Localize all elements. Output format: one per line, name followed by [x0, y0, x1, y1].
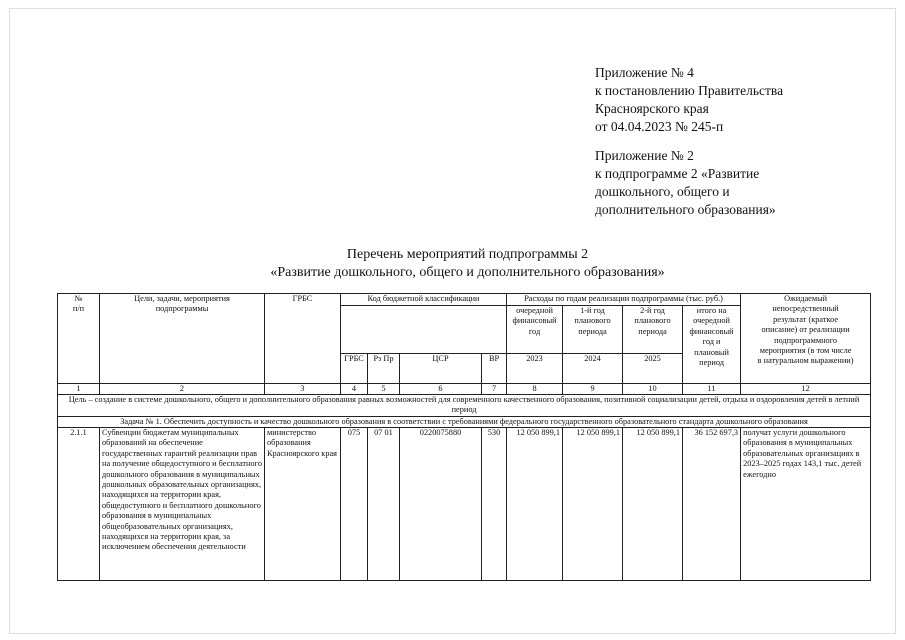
column-number: 3	[265, 384, 341, 395]
column-number: 9	[563, 384, 623, 395]
row-result: получат услуги дошкольного образования в муниципальных образовательных организациях в 2023–2025 годах 143,1 тыс. детей ежегодно	[741, 428, 871, 581]
header-result: Ожидаемый непосредственный результат (краткое описание) от реализации подпрограммного мероприятия (в том числе в натуральном выражении)	[741, 294, 871, 384]
column-number: 5	[368, 384, 400, 395]
row-rzpr: 07 01	[368, 428, 400, 581]
row-2023: 12 050 899,1	[507, 428, 563, 581]
row-grbs-code: 075	[341, 428, 368, 581]
row-description: Субвенции бюджетам муниципальных образований на обеспечение государственных гарантий реализации прав на получение общедоступного и бесплатного дошкольного образования в муниципальных дошкольных образовательных организациях, находящихся на территории края, общедоступного и бесплатного дошкольного образования в муниципальных общеобразовательных организациях, находящихся на территории края, за исключением обеспечения деятельности	[100, 428, 265, 581]
column-number: 7	[482, 384, 507, 395]
document-title-line2: «Развитие дошкольного, общего и дополнительного образования»	[270, 265, 665, 280]
row-csr: 0220075880	[400, 428, 482, 581]
document-title-line1: Перечень мероприятий подпрограммы 2	[346, 247, 589, 262]
column-number: 10	[623, 384, 683, 395]
row-num: 2.1.1	[58, 428, 100, 581]
appendix-2-header	[595, 147, 776, 219]
activities-table	[57, 293, 871, 581]
row-vr: 530	[482, 428, 507, 581]
appendix-4-header	[595, 64, 783, 136]
header-grbs: ГРБС	[265, 294, 341, 384]
column-number: 2	[100, 384, 265, 395]
column-number: 1	[58, 384, 100, 395]
header-code-rzpr: Рз Пр	[368, 354, 400, 384]
column-number: 8	[507, 384, 563, 395]
appendix-4-line3: Красноярского края	[595, 101, 709, 116]
appendix-2-line3: дошкольного, общего и	[595, 184, 730, 199]
column-number: 4	[341, 384, 368, 395]
header-budget-code: Код бюджетной классификации	[341, 294, 507, 306]
header-year-total: итого на очередной финансовый год и плановый период	[683, 306, 741, 384]
table-row	[58, 428, 871, 581]
row-2025: 12 050 899,1	[623, 428, 683, 581]
header-budget-code-blank	[341, 306, 507, 354]
header-year-2: 2-й год планового периода	[623, 306, 683, 354]
appendix-2-line1: Приложение № 2	[595, 148, 694, 163]
header-year-1: 1-й год планового периода	[563, 306, 623, 354]
goal-row: Цель – создание в системе дошкольного, общего и дополнительного образования равных возможностей для современного качественного образования, позитивной социализации детей, отдыха и оздоровления детей в летний период	[58, 395, 871, 417]
header-num: № п/п	[58, 294, 100, 384]
header-code-vr: ВР	[482, 354, 507, 384]
header-expenses: Расходы по годам реализации подпрограммы (тыс. руб.)	[507, 294, 741, 306]
appendix-4-line4: от 04.04.2023 № 245-п	[595, 119, 724, 134]
column-number: 11	[683, 384, 741, 395]
appendix-4-line2: к постановлению Правительства	[595, 83, 784, 98]
header-2024: 2024	[563, 354, 623, 384]
header-code-grbs: ГРБС	[341, 354, 368, 384]
header-goals: Цели, задачи, мероприятия подпрограммы	[100, 294, 265, 384]
row-grbs-name: министерство образования Красноярского края	[265, 428, 341, 581]
header-2025: 2025	[623, 354, 683, 384]
row-total: 36 152 697,3	[683, 428, 741, 581]
task-row: Задача № 1. Обеспечить доступность и качество дошкольного образования в соответствии с требованиями федерального государственного образовательного стандарта дошкольного образования	[58, 417, 871, 428]
appendix-2-line2: к подпрограмме 2 «Развитие	[595, 166, 760, 181]
column-number: 6	[400, 384, 482, 395]
row-2024: 12 050 899,1	[563, 428, 623, 581]
header-code-csr: ЦСР	[400, 354, 482, 384]
column-number: 12	[741, 384, 871, 395]
header-2023: 2023	[507, 354, 563, 384]
appendix-4-line1: Приложение № 4	[595, 65, 694, 80]
appendix-2-line4: дополнительного образования»	[595, 202, 776, 217]
header-year-current: очередной финансовый год	[507, 306, 563, 354]
